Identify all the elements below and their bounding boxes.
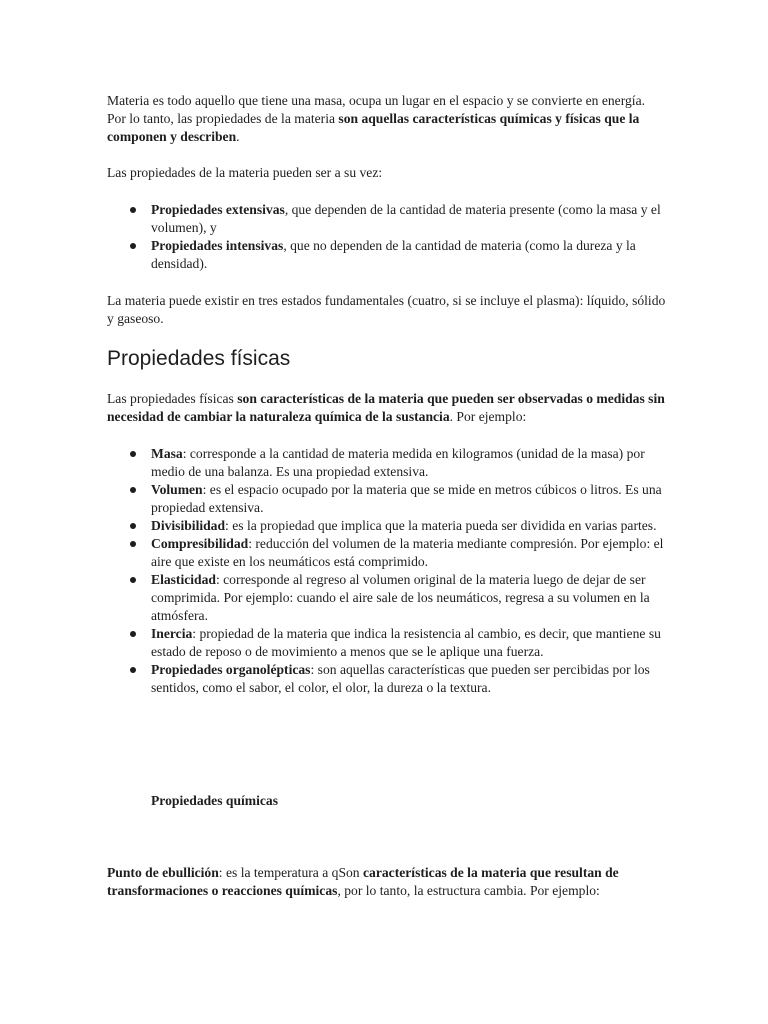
list-item-desc: , que no dependen de la cantidad de materia (como la dureza y la densidad). [151, 238, 636, 271]
fisicas-text-end: . Por ejemplo: [449, 409, 527, 424]
section-heading-fisicas: Propiedades físicas [107, 347, 291, 370]
quimicas-bold-text: características de la materia que resultan de transformaciones o reacciones químicas [107, 865, 619, 898]
property-types-list [151, 201, 671, 273]
fisicas-text: Las propiedades físicas [107, 391, 238, 406]
list-item-desc: : es la propiedad que implica que la materia pueda ser dividida en varias partes. [225, 518, 657, 533]
list-item [151, 661, 671, 697]
section-heading-quimicas: Propiedades químicas [151, 793, 279, 808]
list-item-term: Elasticidad [151, 572, 216, 587]
physical-properties-list [151, 445, 671, 697]
list-item-desc: : corresponde al regreso al volumen original de la materia luego de dejar de ser comprimida. Por ejemplo: cuando el aire sale de los neumáticos, regresa a su volumen en la atmósfera. [151, 572, 650, 623]
quimicas-term: Punto de ebullición [107, 865, 219, 880]
list-item [151, 517, 671, 535]
list-item-desc: : corresponde a la cantidad de materia medida en kilogramos (unidad de la masa) por medio de una balanza. Es una propiedad extensiva. [151, 446, 645, 479]
intro-paragraph [107, 92, 667, 146]
fisicas-paragraph [107, 390, 667, 426]
list-item [151, 201, 671, 237]
list-item [151, 535, 671, 571]
list-item [151, 571, 671, 625]
list-item-term: Propiedades intensivas [151, 238, 284, 253]
intro-paragraph-2: Las propiedades de la materia pueden ser a su vez: [107, 165, 383, 180]
quimicas-text-end: , por lo tanto, la estructura cambia. Por ejemplo: [337, 883, 600, 898]
list-item [151, 445, 671, 481]
list-item-term: Propiedades organolépticas [151, 662, 311, 677]
intro-text-end: . [236, 129, 240, 144]
list-item-term: Propiedades extensivas [151, 202, 285, 217]
list-item-term: Volumen [151, 482, 203, 497]
list-item-term: Inercia [151, 626, 193, 641]
intro-text: Materia es todo aquello que tiene una masa, ocupa un lugar en el espacio y se convierte en energía. Por lo tanto, las propiedades de la materia [107, 93, 646, 126]
list-item-desc: : reducción del volumen de la materia mediante compresión. Por ejemplo: el aire que existe en los neumáticos está comprimido. [151, 536, 664, 569]
states-paragraph: La materia puede existir en tres estados fundamentales (cuatro, si se incluye el plasma): líquido, sólido y gaseoso. [107, 293, 666, 326]
list-item-term: Compresibilidad [151, 536, 249, 551]
quimicas-paragraph [107, 864, 667, 900]
list-item [151, 625, 671, 661]
list-item-term: Divisibilidad [151, 518, 226, 533]
list-item [151, 481, 671, 517]
list-item-desc: : propiedad de la materia que indica la resistencia al cambio, es decir, que mantiene su estado de reposo o de movimiento a menos que se le aplique una fuerza. [151, 626, 661, 659]
quimicas-text: : es la temperatura a qSon [218, 865, 363, 880]
intro-bold-text: son aquellas características químicas y físicas que la componen y describen [107, 111, 640, 144]
list-item-desc: : son aquellas características que pueden ser percibidas por los sentidos, como el sabor, el color, el olor, la dureza o la textura. [151, 662, 650, 695]
list-item [151, 237, 671, 273]
list-item-term: Masa [151, 446, 183, 461]
list-item-desc: , que dependen de la cantidad de materia presente (como la masa y el volumen), y [151, 202, 661, 235]
list-item-desc: : es el espacio ocupado por la materia que se mide en metros cúbicos o litros. Es una propiedad extensiva. [151, 482, 662, 515]
fisicas-bold-text: son características de la materia que pueden ser observadas o medidas sin necesidad de cambiar la naturaleza química de la sustancia [107, 391, 665, 424]
